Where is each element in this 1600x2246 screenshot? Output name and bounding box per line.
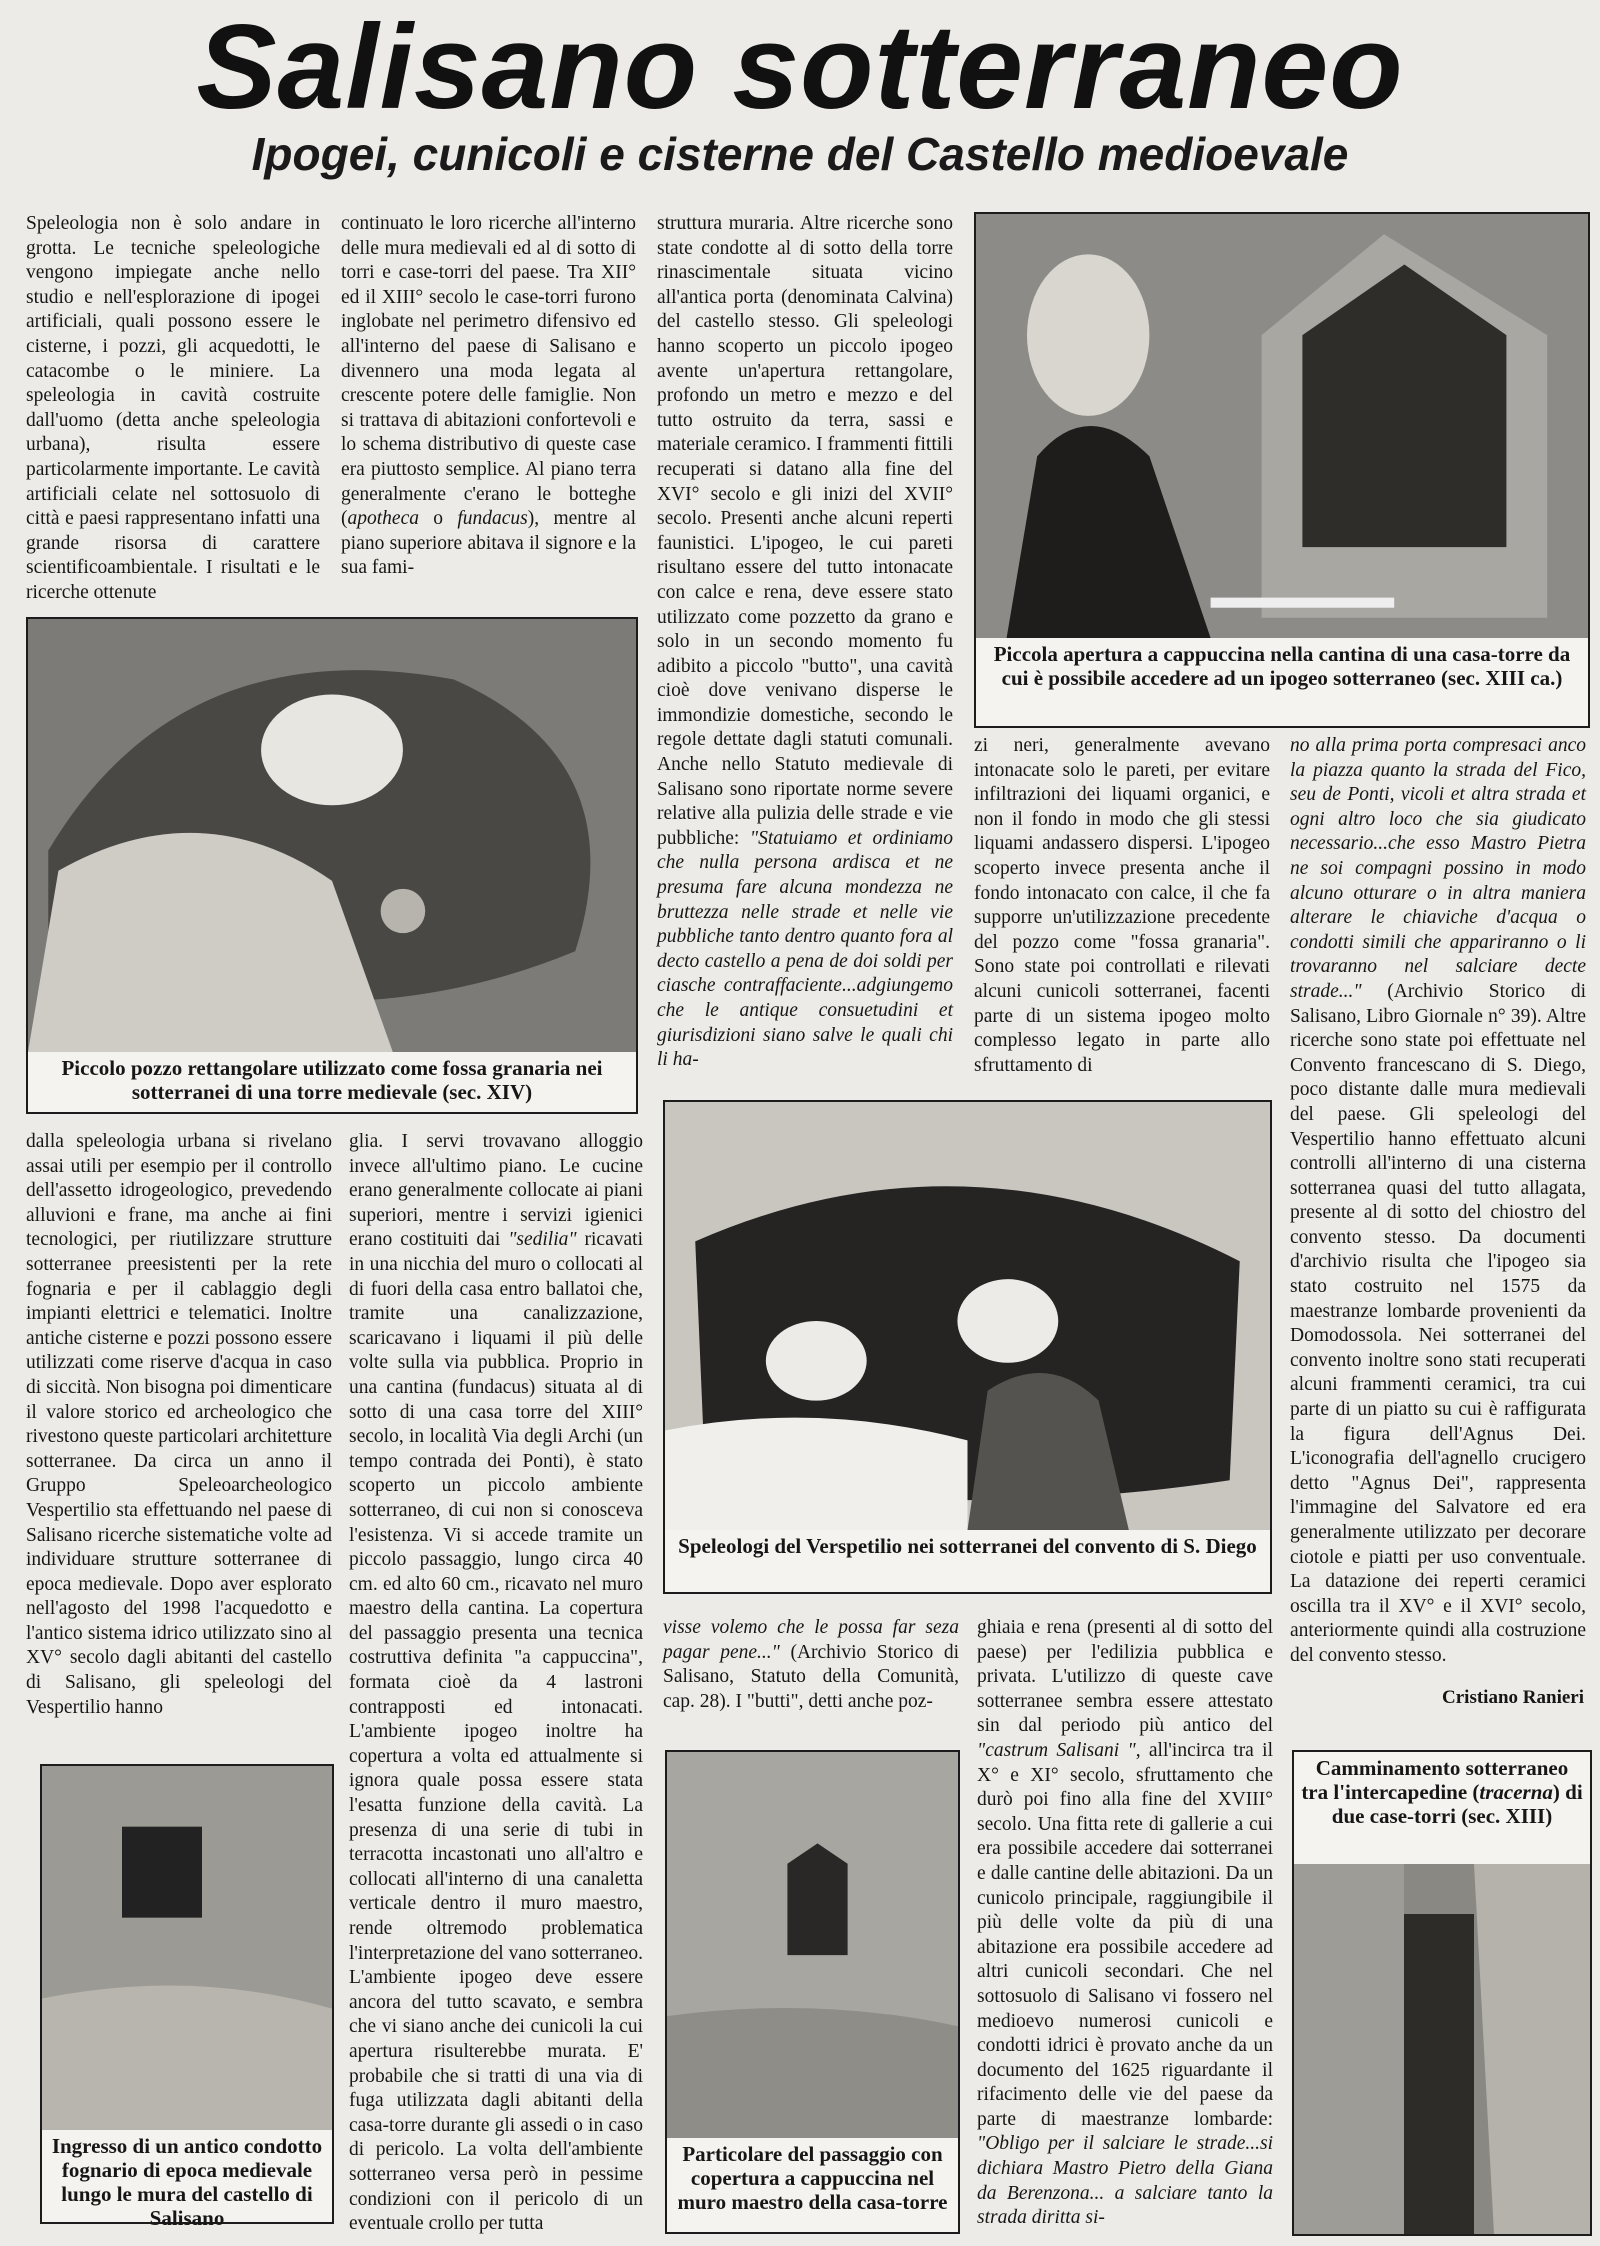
article-column-2 xyxy=(341,212,636,592)
caption-passage-detail: Particolare del passaggio con copertura a cappuccina nel muro maestro della casa-torre xyxy=(667,2138,958,2232)
article-column-8 xyxy=(663,1616,959,1712)
photo-image xyxy=(28,619,636,1052)
column-3-text: struttura muraria. Altre ricerche sono state condotte al di sotto della torre rinascimentale situata vicino all'antica porta (denominata Calvina) del castello stesso. Gli speleologi hanno scoperto un piccolo ipogeo avente un'apertura rettangolare, profondo un metro e mezzo e del tutto ostruito da terra, sassi e materiale ceramico. I frammenti fittili recuperati si datano alla fine del XVI° secolo e gli inizi del XVII° secolo. Presenti anche alcuni reperti faunistici. L'ipogeo, le cui pareti risultano essere del tutto intonacate con calce e rena, deve essere stato utilizzato come pozzetto da grano e solo in un secondo momento fu adibito a piccolo "butto", una cavità cioè dove venivano disperse le immondizie domestiche, secondo le regole dettate dagli statuti comunali. Anche nello Statuto medievale di Salisano sono riportate norme severe relative alla pulizia delle strade e vie pubbliche: "Statuiamo et ordiniamo che nulla persona ardisca et ne presuma fare alcuna mondezza ne bruttezza nelle strade et nelle vie pubbliche tanto dentro quanto fora al decto castello a pena de doi soldi per ciasche contraffaciente...adgiungemo che le antique consuetudini et giurisdizioni siano salve le quali chi li ha- xyxy=(657,213,953,1071)
column-6-text: dalla speleologia urbana si rivelano assai utili per esempio per il controllo dell'assetto idrogeologico, prevedendo alluvioni e frane, ma anche ai fini tecnologici, per riutilizzare strutture sotterranee preesistenti per la rete fognaria e per il cablaggio degli impianti elettrici e telematici. Inoltre antiche cisterne e pozzi possono essere utilizzati come riserve d'acqua in caso di siccità. Non bisogna poi dimenticare il valore storico ed archeologico che rivestono queste particolari architetture sotterranee. Da circa un anno il Gruppo Speleoarcheologico Vespertilio sta effettuando nel paese di Salisano ricerche sistematiche volte ad individuare strutture sotterranee di epoca medievale. Dopo aver esplorato nell'agosto del 1998 l'acquedotto e l'antico sistema idrico utilizzato sino al XV° secolo dagli abitanti del castello di Salisano, gli speleologi del Vespertilio hanno xyxy=(26,1131,332,1718)
caption-cappuccina-opening: Piccola apertura a cappuccina nella cantina di una casa-torre da cui è possibile accedere ad un ipogeo sotterraneo (sec. XIII ca.) xyxy=(976,638,1588,726)
article-column-6 xyxy=(26,1130,332,1750)
photo-image xyxy=(976,214,1588,638)
article-column-1 xyxy=(26,212,320,603)
page-title: Salisano sotterraneo xyxy=(196,0,1404,134)
article-column-3 xyxy=(657,212,953,1102)
photo-image xyxy=(667,1752,958,2138)
photo-passage-detail xyxy=(665,1750,960,2234)
column-5-text: no alla prima porta compresaci anco la piazza quanto la strada del Fico, seu de Ponti, vicoli et altra strada et ogni altro loco che sia giudicato necessario...che esso Mastro Pietra ne soi compagni possino in modo alcuno otturare o in altra maniera alterare le chiaviche d'acqua o condotti simili che appariranno o li trovaranno nel salciare decte strade..." (Archivio Storico di Salisano, Libro Giornale n° 39). Altre ricerche sono state poi effettuate nel Convento francescano di S. Diego, poco distante dalle mura medievali del paese. Gli speleologi del Vespertilio hanno effettuato alcuni controlli all'interno di una cisterna sotterranea quasi del tutto allagata, presente al di sotto del chiostro del convento stesso. Da documenti d'archivio risulta che l'ipogeo sia stato costruito nel 1575 da maestranze lombarde provenienti da Domodossola. Nei sotterranei del convento inoltre sono stati recuperati alcuni frammenti ceramici, tra cui parte di un piatto su cui è raffigurata la figura dell'Agnus Dei. L'iconografia dell'agnello crucigero detto "Agnus Dei", rappresenta l'immagine del Salvatore ed era generalmente utilizzato per decorare ciotole e piatti per uso conventuale. La datazione dei reperti ceramici oscilla tra il XV° e il XVI° secolo, anteriormente quindi alla costruzione del convento stesso. xyxy=(1290,735,1586,1666)
photo-tracerna-walkway xyxy=(1292,1750,1592,2236)
article-column-5 xyxy=(1290,734,1586,1682)
photo-cappuccina-opening xyxy=(974,212,1590,728)
caption-granary-pit: Piccolo pozzo rettangolare utilizzato come fossa granaria nei sotterranei di una torre medievale (sec. XIV) xyxy=(28,1052,636,1112)
photo-granary-pit xyxy=(26,617,638,1114)
article-column-4 xyxy=(974,734,1270,1104)
caption-tracerna-walkway: Camminamento sotterraneo tra l'intercapedine (tracerna) di due case-torri (sec. XIII) xyxy=(1294,1752,1590,1864)
photo-image xyxy=(1294,1864,1590,2234)
photo-sewer-entrance xyxy=(40,1764,334,2230)
column-7-text: glia. I servi trovavano alloggio invece all'ultimo piano. Le cucine erano generalmente collocate ai piani superiori, mentre i servizi igienici erano costituiti dai "sedilia" ricavati in una nicchia del muro o collocati al di fuori della casa entro ballatoi che, tramite una canalizzazione, scaricavano i liquami il più delle volte sulla via pubblica. Proprio in una cantina (fundacus) situata al di sotto di una casa torre del XIII° secolo, in località Via degli Archi (un tempo contrada dei Ponti), è stato scoperto un piccolo ambiente sotterraneo, di cui non si conosceva l'esistenza. Vi si accede tramite un piccolo passaggio, lungo circa 40 cm. ed alto 60 cm., ricavato nel muro maestro della cantina. La copertura del passaggio presenta una tecnica costruttiva definita "a cappuccina", formata cioè da 4 lastroni contrapposti ed intonacati. L'ambiente ipogeo inoltre ha copertura a volta ed attualmente si ignora quale possa essere stata l'esatta funzione della cavità. La presenza di una serie di tubi in terracotta incastonati uno all'altro e collocati all'interno di una canaletta verticale dentro il muro maestro, rende oltremodo problematica l'interpretazione del vano sotterraneo. L'ambiente ipogeo deve essere ancora del tutto scavato, e sembra che vi siano anche dei cunicoli la cui apertura risulterebbe murata. E' probabile che si tratti di una via di fuga utilizzata dagli abitanti della casa-torre durante gli assedi o in caso di pericolo. La volta dell'ambiente sotterraneo versa però in pessime condizioni con il pericolo di un eventuale crollo per tutta xyxy=(349,1131,643,2235)
photo-image xyxy=(42,1766,332,2130)
page-subtitle: Ipogei, cunicoli e cisterne del Castello medioevale xyxy=(251,128,1349,180)
article-column-7 xyxy=(349,1130,643,2236)
photo-speleologists-convent xyxy=(663,1100,1272,1594)
photo-image xyxy=(665,1102,1270,1530)
caption-speleologists-convent: Speleologi del Verspetilio nei sotterranei del convento di S. Diego xyxy=(665,1530,1270,1592)
column-1-text: Speleologia non è solo andare in grotta. Le tecniche speleologiche vengono impiegate anche nello studio e nell'esplorazione di ipogei artificiali, quali possono essere le cisterne, i pozzi, gli acquedotti, le catacombe o le miniere. La speleologia in cavità costruite dall'uomo (detta anche speleologia urbana), risulta essere particolarmente importante. Le cavità artificiali celate nel sottosuolo di città e paesi rappresentano infatti una grande risorsa di carattere scientificoambientale. I risultati e le ricerche ottenute xyxy=(26,213,320,603)
column-2-text: continuato le loro ricerche all'interno delle mura medievali ed al di sotto di torri e case-torri del paese. Tra XII° ed il XIII° secolo le case-torri furono inglobate nel perimetro difensivo ed all'interno del paese di Salisano e divennero una moda legata al crescente potere delle famiglie. Non si trattava di abitazioni confortevoli e lo schema distributivo di queste case era piuttosto semplice. Al piano terra generalmente c'erano le botteghe (apotheca o fundacus), mentre al piano superiore abitava il signore e la sua fami- xyxy=(341,213,636,579)
column-8-text: visse volemo che le possa far seza pagar pene..." (Archivio Storico di Salisano, Statuto della Comunità, cap. 28). I "butti", detti anche poz- xyxy=(663,1617,960,1712)
caption-sewer-entrance: Ingresso di un antico condotto fognario di epoca medievale lungo le mura del castello di Salisano xyxy=(42,2130,332,2222)
article-column-9 xyxy=(977,1616,1273,2240)
column-4-text: zi neri, generalmente avevano intonacate solo le pareti, per evitare infiltrazioni dei liquami organici, e non il fondo in modo che gli stessi liquami andassero dispersi. L'ipogeo scoperto invece presenta anche il fondo intonacato con calce, il che fa supporre un'utilizzazione precedente del pozzo come "fossa granaria". Sono state poi controllati e rilevati alcuni cunicoli sotterranei, facenti parte di un sistema ipogeo molto complesso legato in parte allo sfruttamento di xyxy=(974,735,1270,1076)
column-9-text: ghiaia e rena (presenti al di sotto del paese) per l'edilizia pubblica e privata. L'utilizzo di queste cave sotterranee sembra essere attestato sin dal periodo più antico del "castrum Salisani ", all'incirca tra il X° e XI° secolo, sfruttamento che durò poi fino alla fine del XVIII° secolo. Una fitta rete di gallerie a cui era possibile accedere dai sotterranei e dalle cantine delle abitazioni. Da un cunicolo principale, raggiungibile il più delle volte da più di una abitazione era possibile accedere ad altri cunicoli secondari. Che nel sottosuolo di Salisano vi fossero nel medioevo numerosi cunicoli e condotti idrici è provato anche da un documento del 1625 riguardante il rifacimento delle vie del paese da parte di maestranze lombarde: "Obligo per il salciare le strade...si dichiara Mastro Pietro della Giana da Berenzona... a salciare tanto la strada diritta si- xyxy=(977,1617,1273,2229)
author-name: Cristiano Ranieri xyxy=(1442,1687,1584,1708)
